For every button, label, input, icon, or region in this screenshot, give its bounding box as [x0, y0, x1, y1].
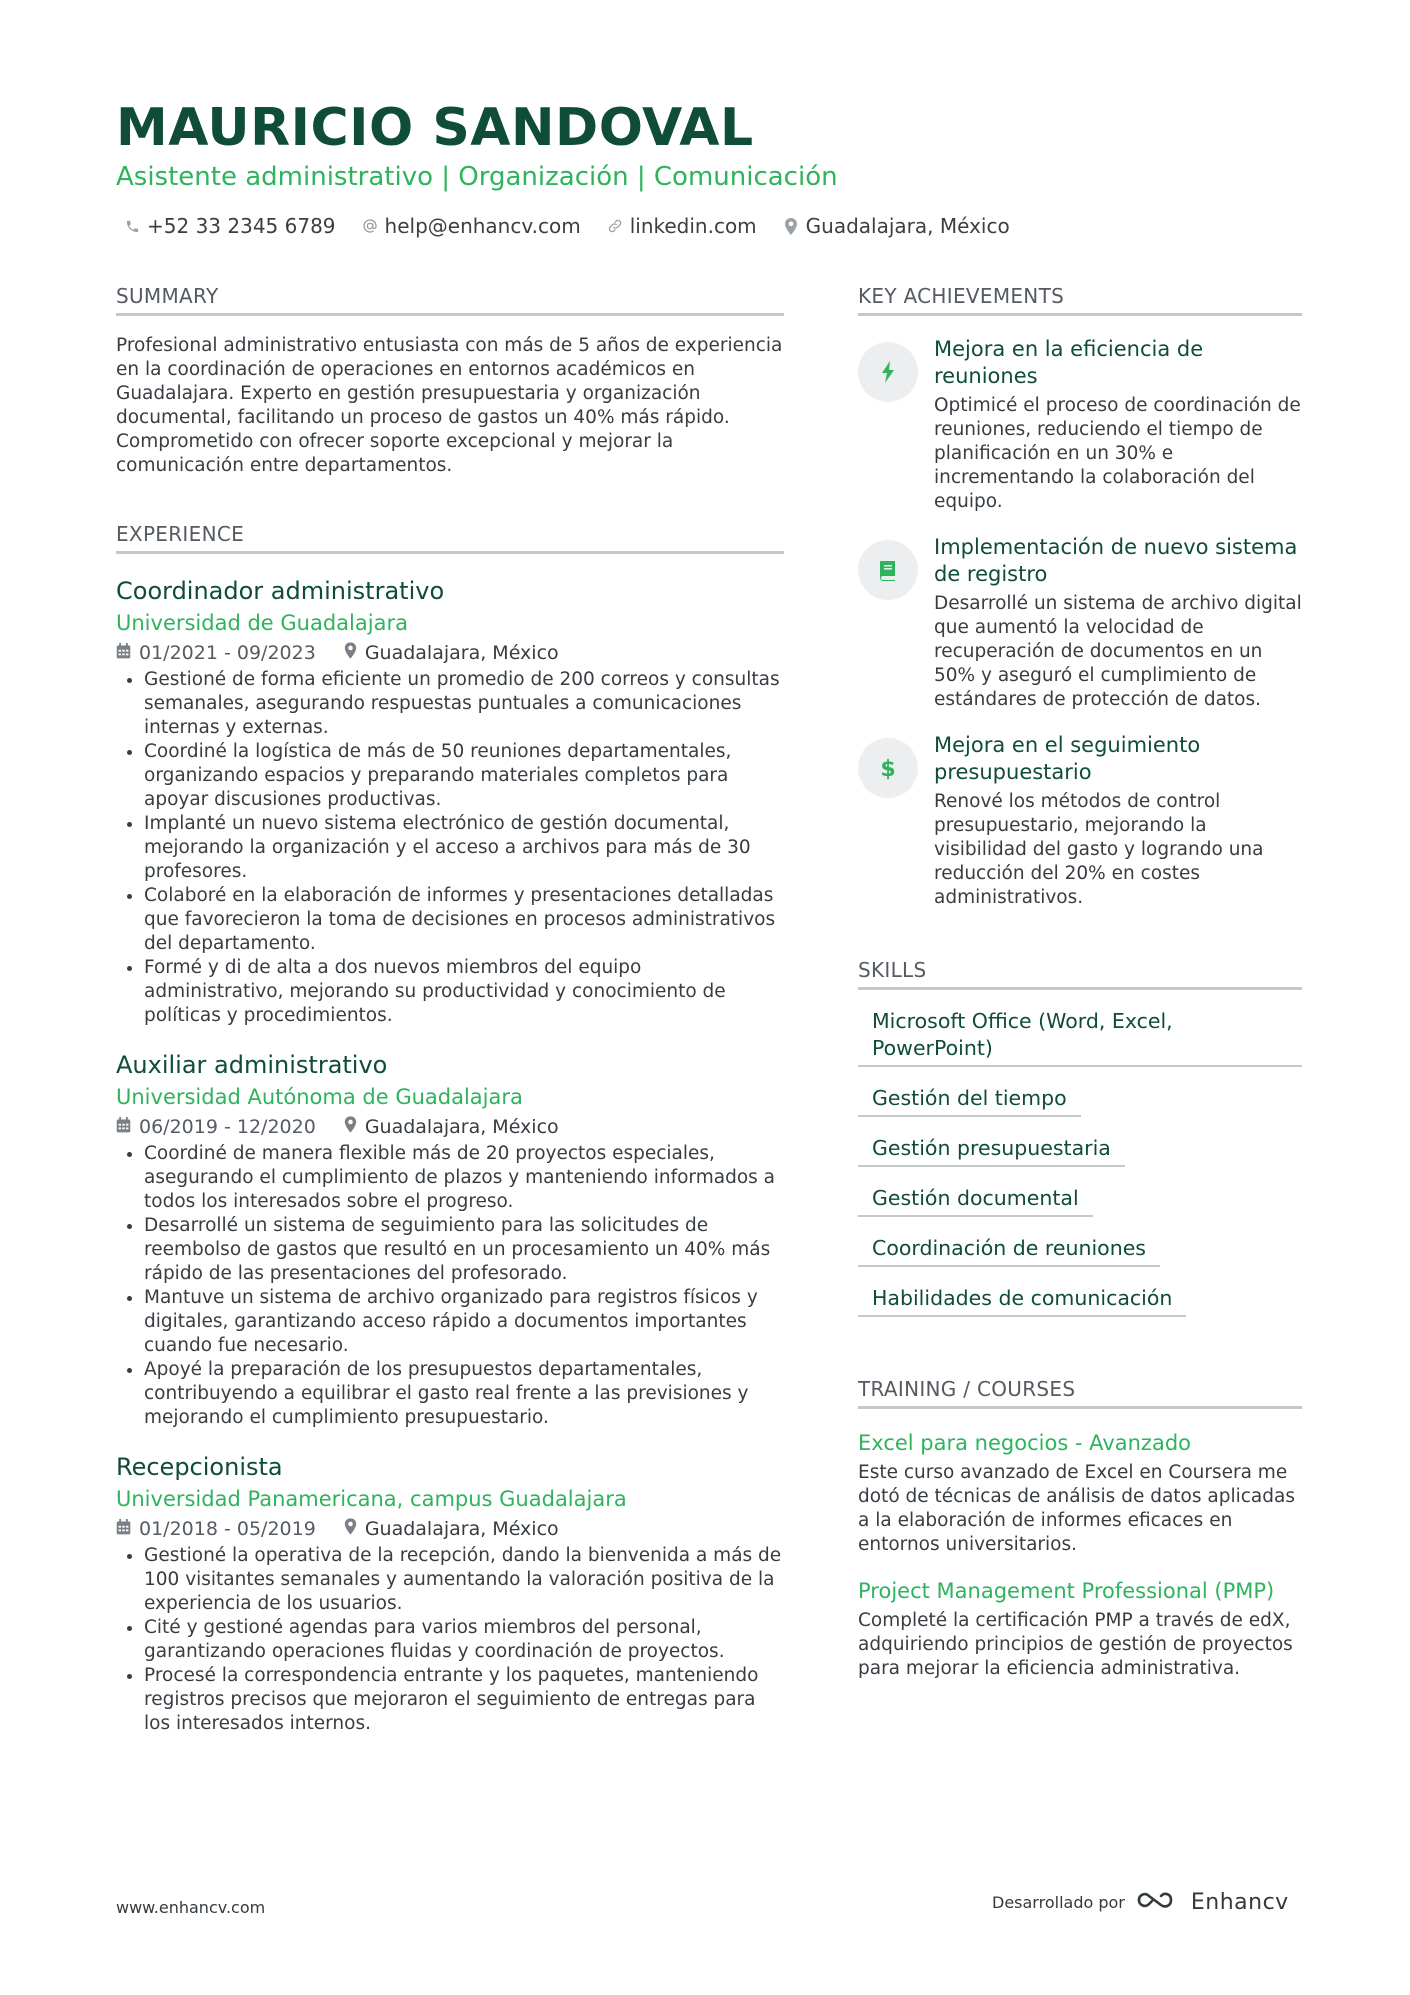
- job-entry: [116, 1452, 784, 1736]
- job-bullets: [116, 1544, 784, 1736]
- job-location-text: Guadalajara, México: [364, 1116, 559, 1138]
- skills-section: [858, 958, 1302, 1317]
- achievement-title: Mejora en la eficiencia de reuniones: [934, 337, 1204, 388]
- left-column: [116, 284, 784, 1736]
- course-item: [858, 1577, 1302, 1681]
- achievement-text: Renové los métodos de control presupuestario, mejorando la visibilidad del gasto y logrando una reducción del 20% en costes administrativos.: [934, 791, 1264, 908]
- experience-heading: EXPERIENCE: [116, 522, 784, 554]
- contact-email[interactable]: [362, 214, 581, 238]
- achievement-text: Desarrollé un sistema de archivo digital que aumentó la velocidad de recuperación de documentos en un 50% y aseguró el cumplimiento de estándares de protección de datos.: [934, 593, 1302, 710]
- location-icon: [783, 218, 799, 234]
- job-entry: [116, 1050, 784, 1430]
- job-location: [344, 1516, 559, 1542]
- job-bullet: Desarrollé un sistema de seguimiento para las solicitudes de reembolso de gastos que resultó en un procesamiento un 40% más rápido de las presentaciones del profesorado.: [116, 1214, 784, 1286]
- job-location: [344, 1114, 559, 1140]
- skill-list: [858, 1008, 1302, 1317]
- course-title: Project Management Professional (PMP): [858, 1579, 1275, 1603]
- calendar-icon: [116, 1114, 131, 1140]
- contact-location-text: Guadalajara, México: [805, 214, 1010, 238]
- contact-phone-text: +52 33 2345 6789: [147, 214, 336, 238]
- job-bullet: Gestioné la operativa de la recepción, dando la bienvenida a más de 100 visitantes semanales y aumentando la valoración positiva de la experiencia de los usuarios.: [116, 1544, 784, 1616]
- job-location-text: Guadalajara, México: [364, 1518, 559, 1540]
- job-dates: [116, 640, 316, 666]
- experience-section: [116, 522, 784, 1736]
- book-icon: [858, 540, 918, 600]
- candidate-subtitle: Asistente administrativo | Organización | Comunicación: [116, 162, 838, 192]
- dollar-icon: [858, 738, 918, 798]
- achievement-text: Optimicé el proceso de coordinación de reuniones, reduciendo el tiempo de planificación en un 30% e incrementando la colaboración del equipo.: [934, 395, 1301, 512]
- job-title: Auxiliar administrativo: [116, 1051, 388, 1079]
- bolt-icon: [858, 342, 918, 402]
- job-bullet: Gestioné de forma eficiente un promedio de 200 correos y consultas semanales, asegurando respuestas puntuales a comunicaciones internas y externas.: [116, 668, 784, 740]
- right-column: [858, 284, 1302, 1681]
- job-bullet: Implanté un nuevo sistema electrónico de gestión documental, mejorando la organización y el acceso a archivos para más de 30 profesores.: [116, 812, 784, 884]
- phone-icon: [124, 218, 140, 234]
- achievement-title: Implementación de nuevo sistema de registro: [934, 535, 1298, 586]
- job-location: [344, 640, 559, 666]
- powered-by-text: Desarrollado por: [992, 1892, 1125, 1912]
- skill-tag: Habilidades de comunicación: [858, 1285, 1186, 1317]
- calendar-icon: [116, 640, 131, 666]
- contact-bar: [124, 214, 1010, 238]
- job-title: Recepcionista: [116, 1453, 283, 1481]
- job-bullet: Colaboré en la elaboración de informes y presentaciones detalladas que favorecieron la toma de decisiones en procesos administrativos del departamento.: [116, 884, 784, 956]
- achievement-item: [858, 534, 1302, 712]
- course-text: Este curso avanzado de Excel en Coursera me dotó de técnicas de análisis de datos aplicadas a la elaboración de informes eficaces en entornos universitarios.: [858, 1462, 1295, 1555]
- job-meta: [116, 1516, 784, 1542]
- course-title: Excel para negocios - Avanzado: [858, 1431, 1191, 1455]
- candidate-name: MAURICIO SANDOVAL: [116, 98, 754, 158]
- skill-tag: Gestión presupuestaria: [858, 1135, 1125, 1167]
- achievements-heading: KEY ACHIEVEMENTS: [858, 284, 1302, 316]
- job-dates: [116, 1114, 316, 1140]
- contact-email-text: help@enhancv.com: [384, 214, 581, 238]
- job-dates: [116, 1516, 316, 1542]
- achievements-section: [858, 284, 1302, 910]
- job-bullet: Apoyé la preparación de los presupuestos departamentales, contribuyendo a equilibrar el gasto real frente a las previsiones y mejorando el cumplimiento presupuestario.: [116, 1358, 784, 1430]
- achievement-item: [858, 732, 1302, 910]
- job-dates-text: 01/2018 - 05/2019: [139, 1518, 316, 1540]
- job-title: Coordinador administrativo: [116, 577, 445, 605]
- skill-tag: Coordinación de reuniones: [858, 1235, 1160, 1267]
- footer-website[interactable]: www.enhancv.com: [116, 1898, 266, 1917]
- job-company: Universidad de Guadalajara: [116, 611, 408, 635]
- contact-location: [783, 214, 1010, 238]
- at-icon: [362, 218, 378, 234]
- job-bullet: Formé y di de alta a dos nuevos miembros del equipo administrativo, mejorando su productividad y conocimiento de políticas y procedimientos.: [116, 956, 784, 1028]
- brand-name: Enhancv: [1190, 1889, 1289, 1915]
- contact-linkedin[interactable]: [607, 214, 757, 238]
- job-bullets: [116, 1142, 784, 1430]
- job-entry: [116, 576, 784, 1028]
- job-company: Universidad Autónoma de Guadalajara: [116, 1085, 523, 1109]
- location-icon: [344, 1114, 357, 1140]
- location-icon: [344, 1516, 357, 1542]
- summary-text: Profesional administrativo entusiasta con más de 5 años de experiencia en la coordinación de operaciones en entornos académicos en Guadalajara. Experto en gestión presupuestaria y organización documental, facilitando un proceso de gastos un 40% más rápido. Comprometido con ofrecer soporte excepcional y mejorar la comunicación entre departamentos.: [116, 335, 783, 476]
- job-dates-text: 06/2019 - 12/2020: [139, 1116, 316, 1138]
- job-meta: [116, 640, 784, 666]
- training-section: [858, 1377, 1302, 1681]
- job-bullet: Coordiné la logística de más de 50 reuniones departamentales, organizando espacios y preparando materiales completos para apoyar discusiones productivas.: [116, 740, 784, 812]
- footer-branding: [992, 1888, 1289, 1916]
- skill-tag: Gestión documental: [858, 1185, 1093, 1217]
- skill-tag: Gestión del tiempo: [858, 1085, 1081, 1117]
- summary-section: [116, 284, 784, 478]
- achievement-item: [858, 336, 1302, 514]
- job-bullet: Mantuve un sistema de archivo organizado para registros físicos y digitales, garantizando acceso rápido a documentos importantes cuando fue necesario.: [116, 1286, 784, 1358]
- svg-text:$: $: [880, 757, 896, 781]
- training-heading: TRAINING / COURSES: [858, 1377, 1302, 1409]
- job-bullet: Coordiné de manera flexible más de 20 proyectos especiales, asegurando el cumplimiento de plazos y manteniendo informados a todos los interesados sobre el progreso.: [116, 1142, 784, 1214]
- course-text: Completé la certificación PMP a través de edX, adquiriendo principios de gestión de proyectos para mejorar la eficiencia administrativa.: [858, 1610, 1293, 1679]
- job-company: Universidad Panamericana, campus Guadalajara: [116, 1487, 627, 1511]
- job-bullets: [116, 668, 784, 1028]
- contact-phone: [124, 214, 336, 238]
- job-meta: [116, 1114, 784, 1140]
- location-icon: [344, 640, 357, 666]
- skill-tag: Microsoft Office (Word, Excel, PowerPoint): [858, 1008, 1302, 1067]
- enhancv-logo-icon: [1135, 1888, 1181, 1916]
- achievement-title: Mejora en el seguimiento presupuestario: [934, 733, 1201, 784]
- calendar-icon: [116, 1516, 131, 1542]
- job-location-text: Guadalajara, México: [364, 642, 559, 664]
- contact-linkedin-text: linkedin.com: [629, 214, 757, 238]
- skills-heading: SKILLS: [858, 958, 1302, 990]
- course-item: [858, 1429, 1302, 1557]
- summary-heading: SUMMARY: [116, 284, 784, 316]
- link-icon: [607, 218, 623, 234]
- job-bullet: Procesé la correspondencia entrante y los paquetes, manteniendo registros precisos que mejoraron el seguimiento de entregas para los interesados internos.: [116, 1664, 784, 1736]
- job-bullet: Cité y gestioné agendas para varios miembros del personal, garantizando operaciones fluidas y coordinación de proyectos.: [116, 1616, 784, 1664]
- job-dates-text: 01/2021 - 09/2023: [139, 642, 316, 664]
